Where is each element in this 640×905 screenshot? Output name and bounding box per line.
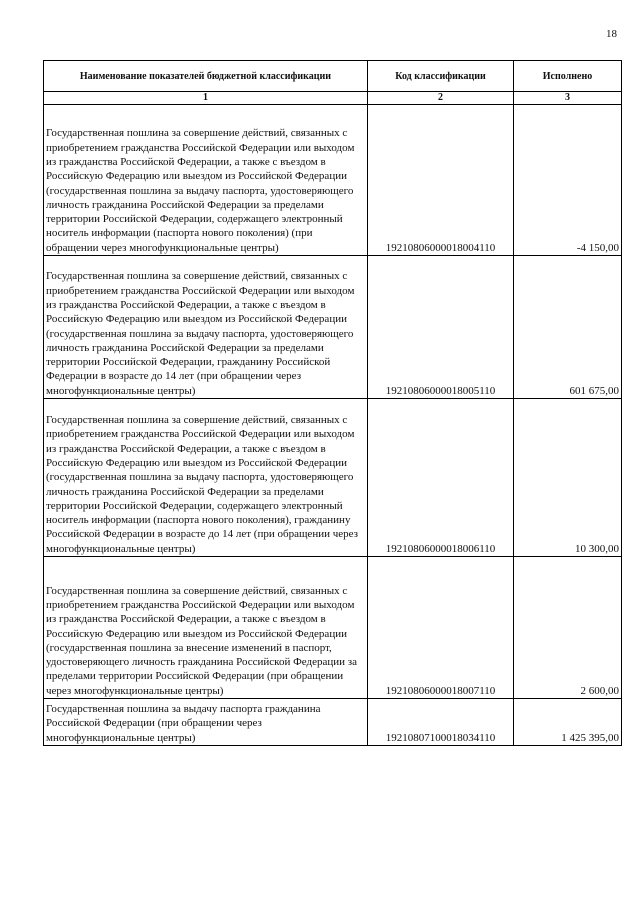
row-amount: -4 150,00 bbox=[514, 105, 622, 256]
row-name: Государственная пошлина за совершение действий, связанных с приобретением гражданства Российской Федерации или выходом из гражданства Российской Федерации, а также с въездом в Российскую Федерацию или выездом из Российской Федерации (государственная пошлина за выдачу паспорта, удостоверяющего личность гражданина Российской Федерации за пределами территории Российской Федерации, гражданину Российской Федерации в возрасте до 14 лет (при обращении через многофункциональные центры) bbox=[44, 256, 368, 399]
row-code: 19210806000018004110 bbox=[368, 105, 514, 256]
row-code: 19210807100018034110 bbox=[368, 699, 514, 746]
column-number: 1 bbox=[44, 92, 368, 105]
page-number: 18 bbox=[606, 28, 617, 40]
column-number: 3 bbox=[514, 92, 622, 105]
budget-table bbox=[43, 60, 622, 746]
row-name: Государственная пошлина за совершение действий, связанных с приобретением гражданства Российской Федерации или выходом из гражданства Российской Федерации, а также с въездом в Российскую Федерацию или выездом из Российской Федерации (государственная пошлина за выдачу паспорта, удостоверяющего личность гражданина Российской Федерации за пределами территории Российской Федерации, содержащего электронный носитель информации (паспорта нового поколения), гражданину Российской Федерации в возрасте до 14 лет (при обращении через многофункциональные центры) bbox=[44, 399, 368, 557]
row-code: 19210806000018005110 bbox=[368, 256, 514, 399]
table-row bbox=[44, 557, 622, 699]
row-code: 19210806000018007110 bbox=[368, 557, 514, 699]
row-amount: 2 600,00 bbox=[514, 557, 622, 699]
table-header-row bbox=[44, 61, 622, 92]
row-amount: 10 300,00 bbox=[514, 399, 622, 557]
row-amount: 1 425 395,00 bbox=[514, 699, 622, 746]
header-indicator-name: Наименование показателей бюджетной классификации bbox=[44, 61, 368, 92]
row-code: 19210806000018006110 bbox=[368, 399, 514, 557]
row-amount: 601 675,00 bbox=[514, 256, 622, 399]
row-name: Государственная пошлина за выдачу паспорта гражданина Российской Федерации (при обращении через многофункциональные центры) bbox=[44, 699, 368, 746]
table-row bbox=[44, 399, 622, 557]
row-name: Государственная пошлина за совершение действий, связанных с приобретением гражданства Российской Федерации или выходом из гражданства Российской Федерации, а также с въездом в Российскую Федерацию или выездом из Российской Федерации (государственная пошлина за внесение изменений в паспорт, удостоверяющего личность гражданина Российской Федерации за пределами территории Российской Федерации (при обращении через многофункциональные центры) bbox=[44, 557, 368, 699]
table-row bbox=[44, 256, 622, 399]
table-row bbox=[44, 699, 622, 746]
header-classification-code: Код классификации bbox=[368, 61, 514, 92]
table-row bbox=[44, 105, 622, 256]
column-number: 2 bbox=[368, 92, 514, 105]
row-name: Государственная пошлина за совершение действий, связанных с приобретением гражданства Российской Федерации или выходом из гражданства Российской Федерации, а также с въездом в Российскую Федерацию или выездом из Российской Федерации (государственная пошлина за выдачу паспорта, удостоверяющего личность гражданина Российской Федерации за пределами территории Российской Федерации, содержащего электронный носитель информации (паспорта нового поколения) (при обращении через многофункциональные центры) bbox=[44, 105, 368, 256]
header-executed: Исполнено bbox=[514, 61, 622, 92]
column-number-row bbox=[44, 92, 622, 105]
